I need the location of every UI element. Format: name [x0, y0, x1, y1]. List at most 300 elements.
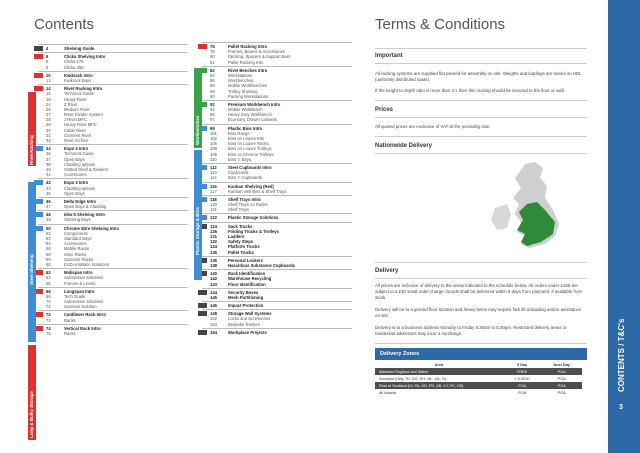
contents-entry — [202, 207, 352, 212]
page-ref: 144 — [210, 289, 217, 295]
entry-title: Bins on Chrome Trolleys — [228, 151, 274, 157]
entry-title: Chrome Wire Shelving Intro — [64, 225, 120, 231]
page-ref: 41 — [46, 172, 51, 178]
page-ref: 13 — [46, 77, 51, 83]
entry-title: Clicka 175 — [64, 59, 84, 65]
section-color-swatch — [198, 44, 207, 49]
table-header-row — [375, 361, 582, 368]
entry-title: Packing Workstations — [228, 93, 269, 99]
contents-entry — [202, 94, 352, 99]
table-cell: POA — [541, 368, 582, 375]
contents-section — [38, 210, 188, 223]
table-cell: POA — [503, 382, 541, 389]
table-header: 5 Day — [503, 361, 541, 368]
delivery-text-1: All prices are inclusive of delivery to the areas indicated in the schedule below. All orders under £150 are subject to a £10 small order charge. Goods shall be delivered within 5 days from payment, if available from stock. — [375, 283, 583, 300]
terms-title: Terms & Conditions — [375, 16, 506, 33]
entry-title: Technical Guide — [64, 151, 94, 157]
entry-title: Ladders — [228, 234, 245, 239]
entry-title: Trolley Shelving — [228, 88, 258, 94]
entry-title: Locks and accessories — [228, 316, 271, 322]
page-ref: 81 — [210, 59, 215, 65]
contents-title: Contents — [34, 16, 95, 33]
section-color-swatch — [34, 54, 43, 59]
entry-title: Vertical Rack Intro — [64, 325, 101, 331]
contents-entry — [38, 191, 188, 196]
entry-title: Pallet Trucks — [228, 249, 254, 255]
contents-section — [38, 197, 188, 210]
contents-section — [202, 195, 352, 214]
entry-title: Automotive Solutions — [64, 299, 104, 305]
contents-section — [202, 269, 352, 288]
page-ref: 71 — [46, 304, 51, 310]
entry-title: Platform Trucks — [228, 244, 260, 250]
contents-section — [202, 163, 352, 182]
contents-section — [38, 324, 188, 337]
entry-title: Premium Workbench Intro — [228, 101, 281, 107]
contents-section — [202, 309, 352, 328]
page-ref: 131 — [210, 234, 217, 239]
table-cell: POA — [541, 382, 582, 389]
entry-title: Mobile Workbench — [228, 107, 263, 113]
page-number: 3 — [619, 404, 623, 411]
contents-entry — [38, 204, 188, 209]
entry-title: Plastic Bins Intro — [228, 125, 263, 131]
contents-column-1 — [38, 44, 188, 337]
contents-entry — [202, 175, 352, 180]
entry-title: Steel Cupboards Intro — [228, 164, 272, 170]
entry-title: Components — [64, 230, 88, 236]
entry-title: Bins on Louvre Trolleys — [228, 146, 272, 152]
page-ref: 94 — [210, 107, 215, 113]
entry-title: Standard Bays — [64, 236, 92, 241]
entry-title: Rack Identification — [228, 271, 266, 277]
page-ref: 96 — [210, 112, 215, 118]
table-cell: FREE — [503, 368, 541, 375]
entry-title: Bespoke finishes — [228, 321, 260, 327]
sidebar-label-long-bulky: Long & Bulky Storage — [29, 390, 34, 438]
entry-title: Rivet Divider System — [64, 112, 103, 118]
page-ref: 76 — [210, 44, 215, 49]
contents-entry — [202, 263, 352, 268]
entry-title: J Rivet MFC — [64, 117, 88, 123]
delivery-text-3: Delivery is to a business address Monday to Friday 8.30am to 5.00pm. Restricted delivery areas or residential addresses may incur a surcharge. — [375, 325, 567, 336]
table-cell: All Islands — [375, 389, 503, 396]
contents-section — [202, 66, 352, 100]
entry-title: Heavy Duty Workbench — [228, 112, 272, 118]
terms-column — [375, 48, 587, 396]
page-ref: 116 — [210, 183, 217, 189]
contents-column-2 — [202, 42, 352, 336]
entry-title: Open Bays — [64, 156, 85, 162]
page-ref: 80 — [210, 54, 215, 60]
sidebar-label-plastic-storage: Plastic Storage & Bins — [195, 206, 200, 255]
table-cell: Mainland England and Wales — [375, 368, 503, 375]
page-ref: 31 — [46, 132, 51, 138]
contents-entry — [202, 250, 352, 255]
page-ref: 10 — [46, 72, 51, 78]
entry-title: Clicka 265 — [64, 64, 84, 70]
entry-title: Personal Lockers — [228, 257, 263, 263]
page-ref: 36 — [46, 151, 51, 157]
delivery-zones-table — [375, 361, 582, 396]
entry-title: Mesh Partitioning — [228, 294, 264, 300]
page-ref: 74 — [46, 325, 51, 331]
table-cell: Rest of Scotland (IV, PA, DD, PH, AB, KY, FK, HS) — [375, 382, 503, 389]
entry-title: Kanban Shelving (Red) — [228, 183, 274, 189]
page-ref: 121 — [210, 207, 217, 213]
entry-title: Garment Racks — [64, 256, 94, 262]
contents-entry — [38, 172, 188, 177]
entry-title: Rivet Racking Intro — [64, 86, 103, 92]
entry-title: Sack Trucks — [228, 223, 253, 229]
prices-heading: Prices — [375, 107, 394, 113]
entry-title: Pallet Racking Intro — [228, 44, 268, 49]
contents-entry — [38, 281, 188, 286]
page-ref: 54 — [46, 241, 51, 247]
entry-title: Garment Rivet — [64, 132, 91, 138]
page-ref: 143 — [210, 281, 217, 287]
contents-entry — [38, 138, 188, 143]
table-row — [375, 368, 582, 375]
page-ref: 42 — [46, 180, 51, 186]
page-ref: 30 — [46, 127, 51, 133]
entry-title: Automotive Solutions — [64, 275, 104, 281]
entry-title: Open Bays — [64, 190, 85, 196]
contents-section — [38, 224, 188, 269]
contents-entry — [202, 322, 352, 327]
contents-entry — [202, 330, 352, 335]
entry-title: Shelving Guide — [64, 46, 95, 51]
contents-entry — [202, 303, 352, 308]
entry-title: Storage Wall Systems — [228, 311, 272, 317]
page-ref: 114 — [210, 175, 217, 181]
section-color-swatch — [198, 311, 207, 316]
page-ref: 110 — [210, 156, 217, 162]
divider — [375, 343, 587, 344]
page-ref: 82 — [210, 67, 215, 73]
contents-entry — [38, 65, 188, 70]
page-ref: 14 — [46, 86, 51, 92]
contents-section — [202, 182, 352, 195]
table-cell: POA — [541, 389, 582, 396]
table-cell: POA — [541, 375, 582, 382]
page-ref: 66 — [46, 288, 51, 294]
page-ref: 118 — [210, 196, 217, 202]
contents-section — [202, 301, 352, 309]
divider — [375, 100, 587, 101]
uk-map-image — [375, 158, 575, 258]
entry-title: Security Boxes — [228, 289, 259, 295]
page-ref: 24 — [46, 101, 51, 107]
page-ref: 109 — [210, 151, 217, 157]
entry-title: Tech Guide — [64, 293, 86, 299]
entry-title: Workstations — [228, 72, 253, 78]
entry-title: Idea 5 Shelving Intro — [64, 212, 105, 218]
page-ref: 48 — [46, 212, 51, 218]
section-color-swatch — [198, 303, 207, 308]
section-color-swatch — [34, 46, 43, 51]
entry-title: Safety Steps — [228, 239, 254, 245]
page-ref: 117 — [210, 188, 217, 194]
page-ref: 86 — [210, 78, 215, 84]
important-text-1: All racking systems are supplied flat packed for assembly on site. Weights and loadings are based on UDL (uniformly distributed loads). — [375, 71, 582, 82]
entry-title: Medium Rivet — [64, 106, 90, 112]
page-ref: 18 — [46, 96, 51, 102]
delivery-text-2: Delivery will be to a ground floor location and heavy items may require fork lift unloading and/or assistance on site. — [375, 307, 582, 318]
page-ref: 53 — [46, 236, 51, 241]
page-ref: 154 — [210, 329, 217, 335]
entry-title: Cladding options — [64, 161, 96, 167]
entry-title: Shelf Trays on Racks — [228, 202, 268, 208]
entry-title: Hazardous Substance Cupboards — [228, 262, 296, 268]
page-ref: 65 — [46, 280, 51, 286]
entry-title: Clicka Shelving Intro — [64, 54, 106, 60]
entry-title: Cable Rivet — [64, 127, 86, 133]
page-ref: 153 — [210, 321, 217, 327]
page-ref: 73 — [46, 317, 51, 323]
entry-title: Pallet Racking Kits — [228, 59, 263, 65]
entry-title: Frames, Beams & Accessories — [228, 49, 286, 55]
contents-section — [202, 222, 352, 256]
page-ref: 98 — [210, 125, 215, 131]
entry-title: Decking, Spacers & Support Bars — [228, 54, 291, 60]
contents-section — [38, 144, 188, 178]
ireland-shape — [491, 204, 511, 230]
contents-section — [202, 42, 352, 66]
page-ref: 88 — [210, 83, 215, 89]
contents-entry — [38, 318, 188, 323]
entry-title: Plastic Storage Solutions — [228, 215, 279, 221]
page-ref: 9 — [46, 64, 49, 70]
entry-title: Frames & Levels — [64, 280, 96, 286]
important-heading: Important — [375, 53, 403, 59]
page-ref: 152 — [210, 316, 217, 322]
entry-title: Expo 3 Intro — [64, 180, 89, 186]
section-color-swatch — [198, 330, 207, 335]
contents-section — [38, 268, 188, 287]
page-ref: 46 — [46, 198, 51, 204]
page-ref: 27 — [46, 112, 51, 118]
entry-title: Open Bays & Cladding — [64, 204, 107, 210]
page-ref: 101 — [210, 130, 217, 136]
entry-title: Folding Trucks & Trolleys — [228, 228, 279, 234]
page-ref: 8 — [46, 59, 49, 65]
page-ref: 113 — [210, 170, 217, 176]
page-ref: 75 — [46, 331, 51, 336]
page-ref: 60 — [46, 261, 51, 267]
delivery-heading: Delivery — [375, 268, 399, 274]
contents-entry — [38, 304, 188, 309]
important-text-2: If the height to depth ratio is more than 4:1 then this racking should be secured to the floor or wall. — [375, 88, 565, 93]
page-ref: 138 — [210, 262, 217, 268]
entry-title: Shelf Trays Intro — [228, 196, 261, 202]
entry-title: Bins 'n Cupboards — [228, 175, 263, 181]
entry-title: Floor Identification — [228, 281, 266, 287]
contents-section — [38, 310, 188, 323]
sidebar-label-rivet-racking: Rivet Racking — [29, 135, 34, 165]
contents-entry — [202, 189, 352, 194]
divider — [375, 63, 587, 64]
table-header: Next Day — [541, 361, 582, 368]
contents-entry — [202, 215, 352, 220]
contents-entry — [38, 331, 188, 336]
entry-title: Workplace Projects — [228, 329, 267, 335]
table-cell: + £15.00 — [503, 375, 541, 382]
divider — [375, 48, 587, 49]
entry-title: Workbenches — [228, 78, 254, 84]
page-ref: 28 — [46, 117, 51, 123]
entry-title: Slotted Shelf & Dividers — [64, 166, 108, 172]
page-ref: 84 — [210, 72, 215, 78]
contents-section — [38, 287, 188, 311]
entry-title: Bins on Louvre Racks — [228, 141, 269, 147]
entry-title: Racks — [64, 331, 76, 336]
entry-title: Expo 4 Intro — [64, 146, 89, 152]
entry-title: Delta Edge Intro — [64, 198, 97, 204]
table-row — [375, 375, 582, 382]
entry-title: Kwikrack Intro — [64, 72, 93, 78]
entry-title: Warehouse Recycling — [228, 276, 272, 282]
page-ref: 132 — [210, 239, 217, 245]
delivery-zones-title: Delivery Zones — [375, 348, 587, 360]
page-ref: 37 — [46, 156, 51, 162]
page-ref: 49 — [46, 217, 51, 223]
nationwide-delivery-heading: Nationwide Delivery — [375, 143, 433, 149]
page-ref: 6 — [46, 54, 49, 60]
page-ref: 56 — [46, 246, 51, 252]
page-ref: 29 — [46, 122, 51, 128]
entry-title: Cantilever Rack Intro — [64, 312, 106, 318]
entry-title: Impact Protection — [228, 303, 264, 309]
entry-title: Technical Guide — [64, 91, 94, 97]
contents-section — [38, 44, 188, 52]
contents-section — [38, 178, 188, 197]
contents-entry — [38, 46, 188, 51]
page-ref: 78 — [210, 49, 215, 55]
entry-title: Kwikrack Bays — [64, 77, 92, 83]
contents-section — [38, 71, 188, 84]
section-color-swatch — [198, 290, 207, 295]
entry-title: Accessories — [64, 172, 87, 178]
contents-section — [202, 124, 352, 163]
page-ref: 106 — [210, 141, 217, 147]
page-ref: 38 — [46, 161, 51, 167]
divider — [375, 136, 587, 137]
contents-entry — [202, 60, 352, 65]
divider — [375, 262, 587, 263]
contents-section — [202, 288, 352, 301]
page-ref: 68 — [46, 293, 51, 299]
entry-title: Cladding options — [64, 185, 96, 191]
contents-entry — [38, 78, 188, 83]
section-color-swatch — [34, 73, 43, 78]
page-ref: 34 — [46, 146, 51, 152]
page-ref: 40 — [46, 166, 51, 172]
contents-entry — [202, 295, 352, 300]
page-ref: 146 — [210, 303, 217, 309]
contents-entry — [202, 282, 352, 287]
entry-title: Kanban with Bins & Shelf Trays — [228, 188, 287, 194]
entry-title: Heavy Rivet MFC — [64, 122, 97, 128]
page-ref: 44 — [46, 185, 51, 191]
page-ref: 108 — [210, 146, 217, 152]
section-color-swatch — [34, 86, 43, 91]
entry-title: ESD Antistatic Solutions — [64, 261, 109, 267]
page-ref: 72 — [46, 312, 51, 318]
page-ref: 135 — [210, 249, 217, 255]
entry-title: Heavy Rivet — [64, 96, 87, 102]
page-ref: 148 — [210, 311, 217, 317]
entry-title: Rivet Archive — [64, 138, 89, 143]
entry-title: Longspan Intro — [64, 288, 95, 294]
contents-section — [202, 100, 352, 124]
page-ref: 59 — [46, 256, 51, 262]
contents-entry — [38, 262, 188, 267]
page-ref: 26 — [46, 106, 51, 112]
entry-title: Shelving Bays — [64, 217, 91, 223]
page-ref: 134 — [210, 244, 217, 250]
contents-entry — [202, 157, 352, 162]
contents-section — [38, 52, 188, 71]
page-ref: 145 — [210, 294, 217, 300]
sidebar-label-steel-shelving: Steel Shelving — [29, 254, 34, 285]
entry-title: Mobile Racks — [64, 246, 90, 252]
entry-title: Shelf Trays — [228, 207, 249, 213]
entry-title: Bins 'n Bays — [228, 156, 251, 162]
divider — [375, 153, 587, 154]
contents-section — [202, 213, 352, 221]
page-ref: 112 — [210, 164, 217, 170]
contents-entry — [202, 117, 352, 122]
page-ref: 47 — [46, 204, 51, 210]
entry-title: Accessories — [64, 241, 87, 247]
page-ref: 64 — [46, 275, 51, 281]
page-ref: 122 — [210, 215, 217, 221]
page-ref: 52 — [46, 230, 51, 236]
entry-title: Bins on Louvre Kits — [228, 136, 265, 141]
entry-title: Bins Range — [228, 130, 250, 136]
page-ref: 32 — [46, 138, 51, 143]
page-ref: 45 — [46, 190, 51, 196]
entry-title: Garment Solution — [64, 304, 97, 310]
entry-title: Rivet Benches Intro — [228, 67, 268, 73]
page-ref: 136 — [210, 257, 217, 263]
table-cell: Scotland (Only TD, DG, EH, ML, KA, G) — [375, 375, 503, 382]
divider — [375, 278, 587, 279]
divider — [375, 117, 587, 118]
table-row — [375, 389, 582, 396]
table-header: Area — [375, 361, 503, 368]
entry-title: Racks — [64, 317, 76, 323]
prices-text: All quoted prices are exclusive of VAT at the prevailing rate. — [375, 124, 491, 129]
entry-title: Z Rivet — [64, 101, 78, 107]
side-band-title: CONTENTS / T&C's — [617, 318, 626, 392]
table-cell: POA — [503, 389, 541, 396]
contents-entry — [38, 217, 188, 222]
entry-title: Cupboards — [228, 170, 249, 176]
contents-section — [202, 328, 352, 336]
page-ref: 89 — [210, 88, 215, 94]
page-ref: 70 — [46, 299, 51, 305]
page-ref: 50 — [46, 225, 51, 231]
page-ref: 4 — [46, 46, 49, 51]
page-ref: 102 — [210, 136, 217, 141]
page-ref: 62 — [46, 270, 51, 276]
contents-section — [202, 256, 352, 269]
entry-title: Economy Drawer cabinets — [228, 117, 277, 123]
page-ref: 16 — [46, 91, 51, 97]
page-ref: 142 — [210, 276, 217, 282]
